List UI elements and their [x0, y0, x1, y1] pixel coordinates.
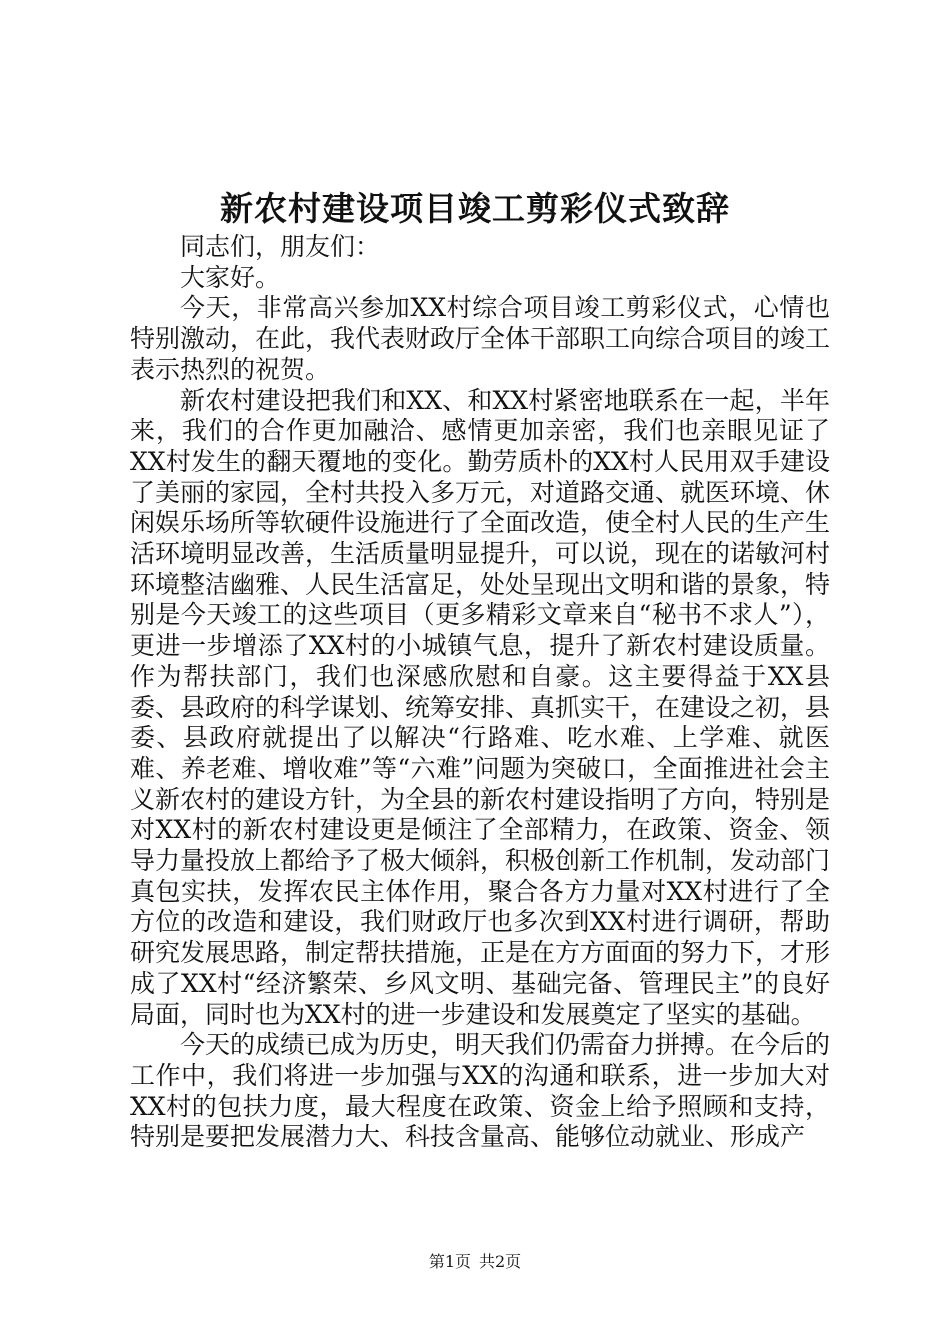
- greeting: 大家好。: [180, 262, 281, 292]
- document-body: [130, 232, 830, 1153]
- salutation: 同志们，朋友们：: [180, 232, 381, 261]
- body-paragraph: 今天的成绩已成为历史，明天我们仍需奋力拼搏。在今后的工作中，我们将进一步加强与XX的沟通和联系，进一步加大对XX村的包扶力度，最大程度在政策、资金上给予照顾和支持，特别是要把发展潜力大、科技含量高、能够位动就业、形成产: [130, 1030, 831, 1152]
- body-paragraph: 新农村建设把我们和XX、和XX村紧密地联系在一起，半年来，我们的合作更加融洽、感情更加亲密，我们也亲眼见证了XX村发生的翻天覆地的变化。勤劳质朴的XX村人民用双手建设了美丽的家园，全村共投入多万元，对道路交通、就医环境、休闲娱乐场所等软硬件设施进行了全面改造，使全村人民的生产生活环境明显改善，生活质量明显提升，可以说，现在的诺敏河村环境整洁幽雅、人民生活富足，处处呈现出文明和谐的景象，特别是今天竣工的这些项目（更多精彩文章来自“秘书不求人”），更进一步增添了XX村的小城镇气息，提升了新农村建设质量。作为帮扶部门，我们也深感欣慰和自豪。这主要得益于XX县委、县政府的科学谋划、统筹安排、真抓实干，在建设之初，县委、县政府就提出了以解决“行路难、吃水难、上学难、就医难、养老难、增收难”等“六难”问题为突破口，全面推进社会主义新农村的建设方针，为全县的新农村建设指明了方向，特别是对XX村的新农村建设更是倾注了全部精力，在政策、资金、领导力量投放上都给予了极大倾斜，积极创新工作机制，发动部门真包实扶，发挥农民主体作用，聚合各方力量对XX村进行了全方位的改造和建设，我们财政厅也多次到XX村进行调研，帮助研究发展思路，制定帮扶措施，正是在方方面面的努力下，才形成了XX村“经济繁荣、乡风文明、基础完备、管理民主”的良好局面，同时也为XX村的进一步建设和发展奠定了坚实的基础。: [130, 385, 831, 1029]
- document-title: 新农村建设项目竣工剪彩仪式致辞: [220, 189, 730, 228]
- body-paragraph: 今天，非常高兴参加XX村综合项目竣工剪彩仪式，心情也特别激动，在此，我代表财政厅全体干部职工向综合项目的竣工表示热烈的祝贺。: [130, 293, 831, 384]
- page-footer: [0, 1252, 950, 1272]
- page-number: 第1页: [428, 1252, 471, 1271]
- page-total: 共2页: [479, 1252, 522, 1271]
